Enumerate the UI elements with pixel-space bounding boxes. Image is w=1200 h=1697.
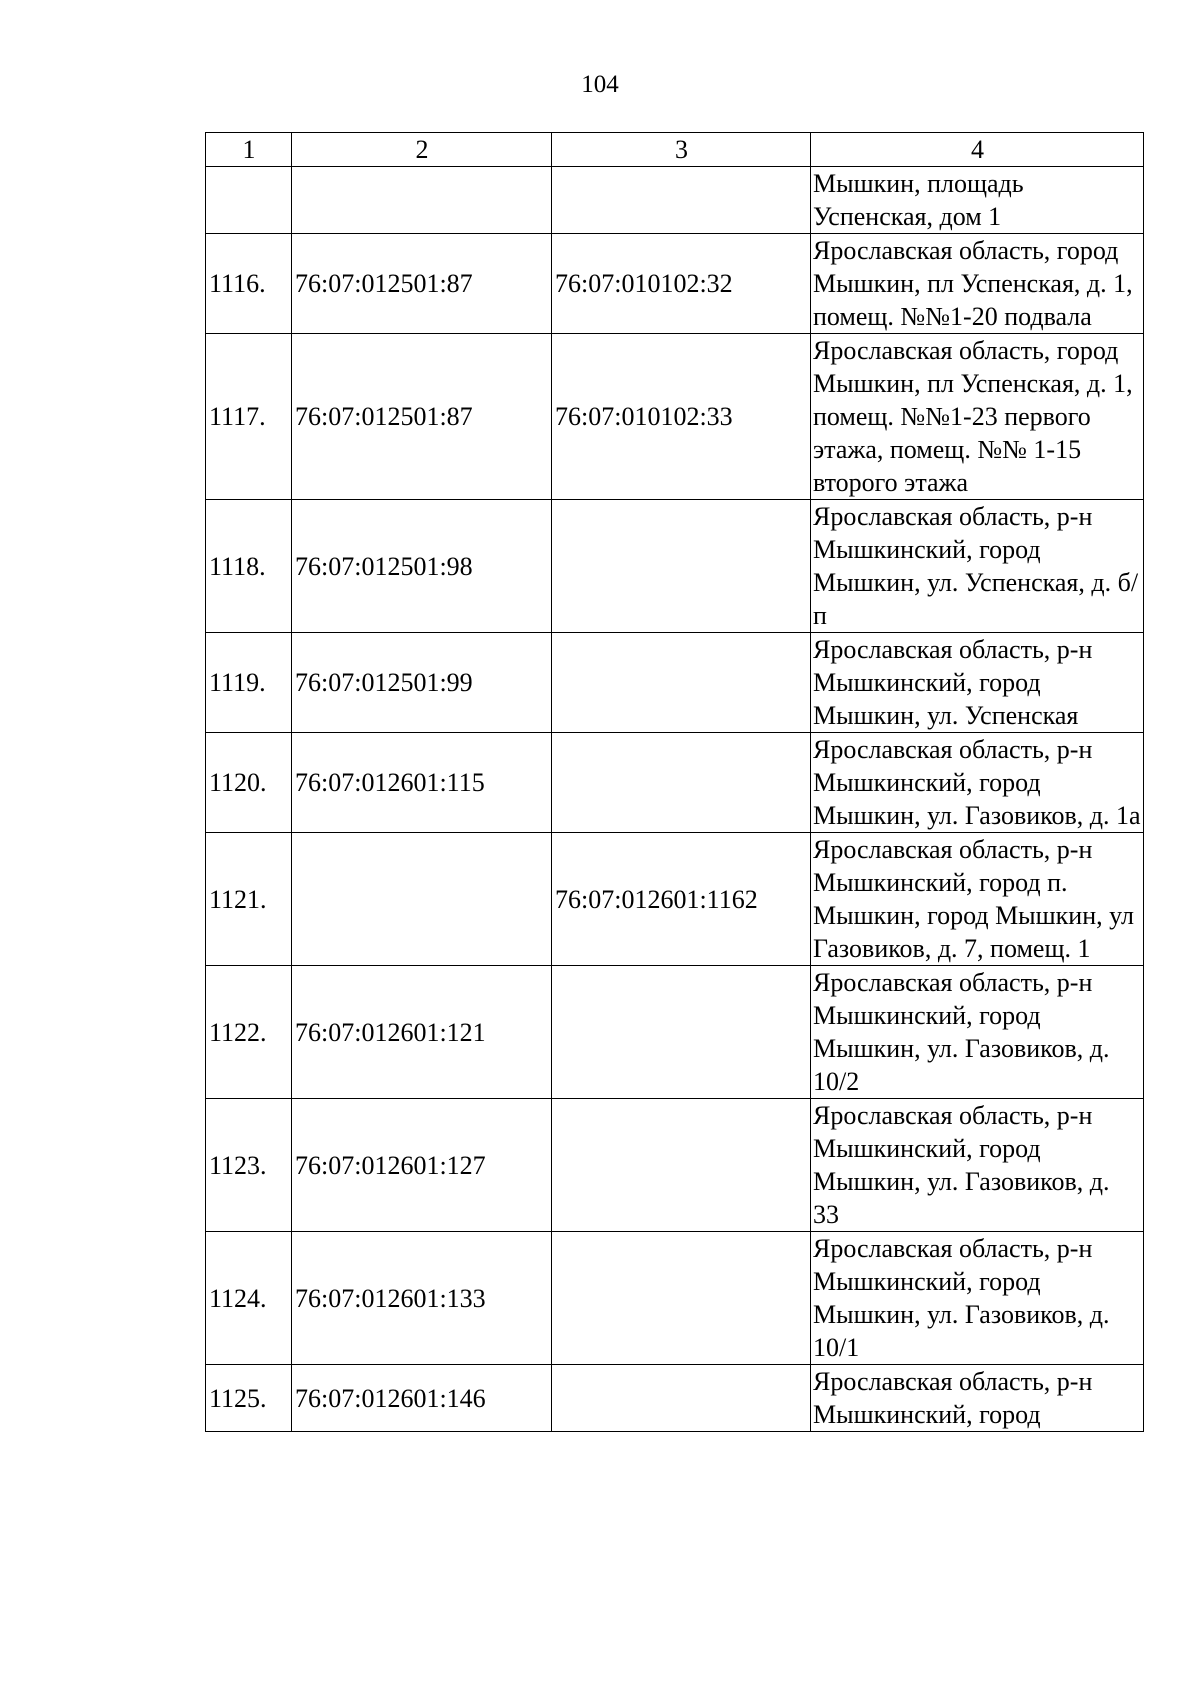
- column-header-3: 3: [552, 133, 811, 167]
- column-header-2: 2: [292, 133, 552, 167]
- table-row: [206, 1232, 1144, 1365]
- object-cadastral-number-cell: 76:07:012601:1162: [552, 833, 811, 966]
- land-cadastral-number-cell: 76:07:012501:98: [292, 500, 552, 633]
- land-cadastral-number-cell: 76:07:012601:115: [292, 733, 552, 833]
- row-number-cell: 1123.: [206, 1099, 292, 1232]
- object-cadastral-number-cell: [552, 966, 811, 1099]
- page-number: 104: [581, 71, 619, 98]
- column-header-1: 1: [206, 133, 292, 167]
- table-row: [206, 633, 1144, 733]
- row-number-cell: 1116.: [206, 234, 292, 334]
- land-cadastral-number-cell: 76:07:012501:99: [292, 633, 552, 733]
- address-cell: Ярославская область, р-н Мышкинский, город: [811, 1365, 1144, 1432]
- object-cadastral-number-cell: [552, 167, 811, 234]
- table-row: [206, 500, 1144, 633]
- registry-table: [205, 132, 1144, 1432]
- row-number-cell: 1118.: [206, 500, 292, 633]
- address-cell: Ярославская область, р-н Мышкинский, город Мышкин, ул. Успенская, д. б/п: [811, 500, 1144, 633]
- land-cadastral-number-cell: [292, 167, 552, 234]
- object-cadastral-number-cell: [552, 633, 811, 733]
- land-cadastral-number-cell: [292, 833, 552, 966]
- address-cell: Ярославская область, р-н Мышкинский, город п. Мышкин, город Мышкин, ул Газовиков, д. 7, помещ. 1: [811, 833, 1144, 966]
- row-number-cell: 1124.: [206, 1232, 292, 1365]
- land-cadastral-number-cell: 76:07:012601:146: [292, 1365, 552, 1432]
- object-cadastral-number-cell: [552, 733, 811, 833]
- object-cadastral-number-cell: 76:07:010102:32: [552, 234, 811, 334]
- land-cadastral-number-cell: 76:07:012601:133: [292, 1232, 552, 1365]
- table-row: [206, 1099, 1144, 1232]
- address-cell: Ярославская область, р-н Мышкинский, город Мышкин, ул. Газовиков, д. 10/1: [811, 1232, 1144, 1365]
- table-row: [206, 167, 1144, 234]
- address-cell: Мышкин, площадь Успенская, дом 1: [811, 167, 1144, 234]
- row-number-cell: [206, 167, 292, 234]
- object-cadastral-number-cell: [552, 1232, 811, 1365]
- land-cadastral-number-cell: 76:07:012601:121: [292, 966, 552, 1099]
- table-header-row: [206, 133, 1144, 167]
- row-number-cell: 1125.: [206, 1365, 292, 1432]
- address-cell: Ярославская область, р-н Мышкинский, город Мышкин, ул. Успенская: [811, 633, 1144, 733]
- registry-table-body: [206, 133, 1144, 1432]
- address-cell: Ярославская область, р-н Мышкинский, город Мышкин, ул. Газовиков, д. 10/2: [811, 966, 1144, 1099]
- land-cadastral-number-cell: 76:07:012601:127: [292, 1099, 552, 1232]
- row-number-cell: 1120.: [206, 733, 292, 833]
- object-cadastral-number-cell: 76:07:010102:33: [552, 334, 811, 500]
- row-number-cell: 1121.: [206, 833, 292, 966]
- address-cell: Ярославская область, город Мышкин, пл Успенская, д. 1, помещ. №№1-23 первого этажа, помещ. №№ 1-15 второго этажа: [811, 334, 1144, 500]
- table-row: [206, 234, 1144, 334]
- object-cadastral-number-cell: [552, 1365, 811, 1432]
- table-row: [206, 966, 1144, 1099]
- object-cadastral-number-cell: [552, 500, 811, 633]
- table-row: [206, 733, 1144, 833]
- column-header-4: 4: [811, 133, 1144, 167]
- table-row: [206, 334, 1144, 500]
- address-cell: Ярославская область, р-н Мышкинский, город Мышкин, ул. Газовиков, д. 1а: [811, 733, 1144, 833]
- table-row: [206, 833, 1144, 966]
- row-number-cell: 1122.: [206, 966, 292, 1099]
- table-row: [206, 1365, 1144, 1432]
- land-cadastral-number-cell: 76:07:012501:87: [292, 234, 552, 334]
- address-cell: Ярославская область, город Мышкин, пл Успенская, д. 1, помещ. №№1-20 подвала: [811, 234, 1144, 334]
- row-number-cell: 1117.: [206, 334, 292, 500]
- land-cadastral-number-cell: 76:07:012501:87: [292, 334, 552, 500]
- object-cadastral-number-cell: [552, 1099, 811, 1232]
- row-number-cell: 1119.: [206, 633, 292, 733]
- address-cell: Ярославская область, р-н Мышкинский, город Мышкин, ул. Газовиков, д. 33: [811, 1099, 1144, 1232]
